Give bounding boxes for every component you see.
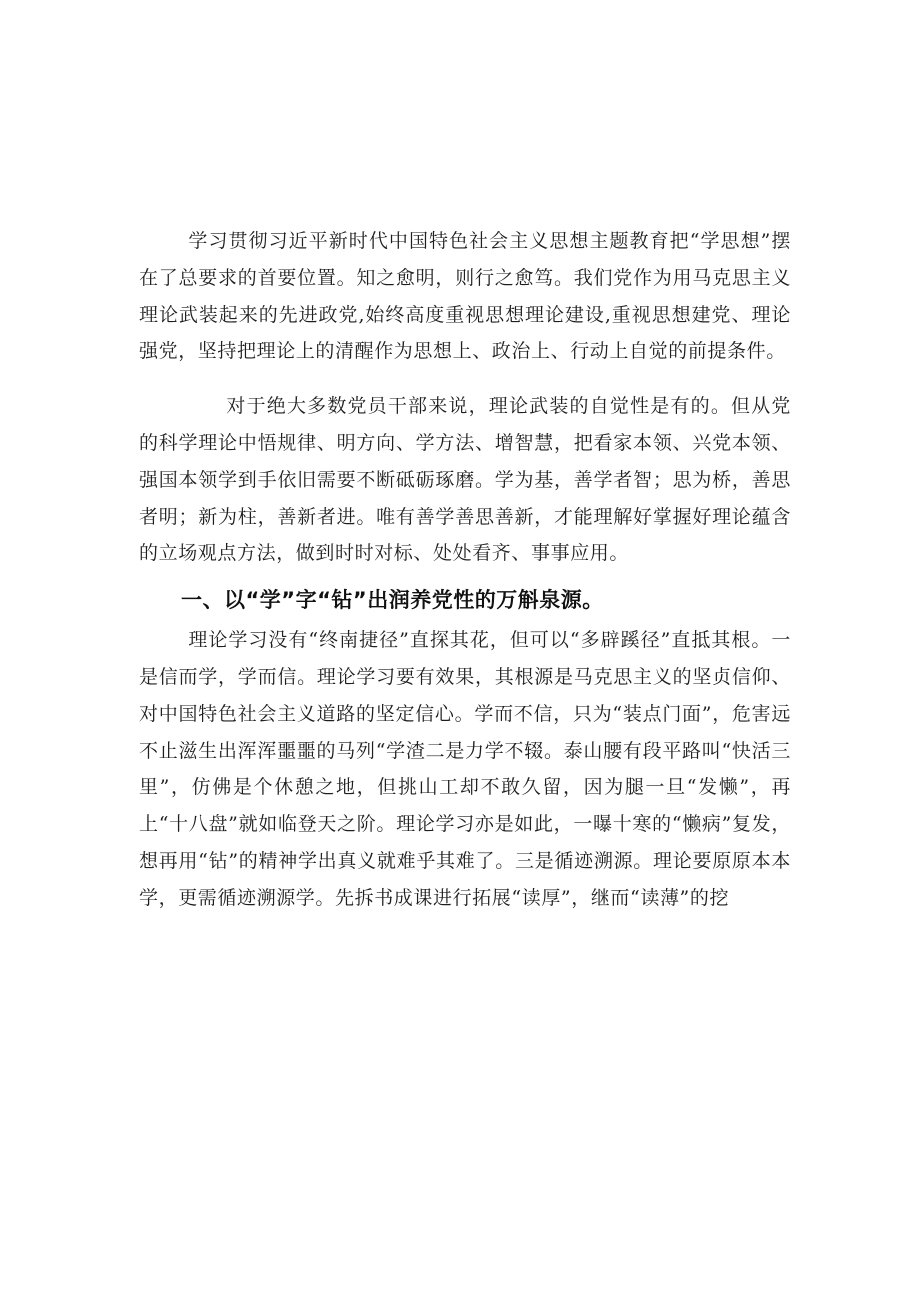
document-body <box>139 223 791 917</box>
second-paragraph: 对于绝大多数党员干部来说，理论武装的自觉性是有的。但从党的科学理论中悟规律、明方向、学方法、增智慧，把看家本领、兴党本领、强国本领学到手依旧需要不断砥砺琢磨。学为基，善学者智；思为桥，善思者明；新为柱，善新者进。唯有善学善思善新，才能理解好掌握好理论蕴含的立场观点方法，做到时时对标、处处看齐、事事应用。 <box>139 395 791 565</box>
intro-paragraph: 学习贯彻习近平新时代中国特色社会主义思想主题教育把“学思想”摆在了总要求的首要位置。知之愈明，则行之愈笃。我们党作为用马克思主义理论武装起来的先进政党,始终高度重视思想理论建设,重视思想建党、理论强党，坚持把理论上的清醒作为思想上、政治上、行动上自觉的前提条件。 <box>139 230 791 363</box>
section-paragraph: 理论学习没有“终南捷径”直探其花，但可以“多辟蹊径”直抵其根。一是信而学，学而信。理论学习要有效果，其根源是马克思主义的坚贞信仰、对中国特色社会主义道路的坚定信心。学而不信，只为“装点门面”，危害远不止滋生出浑浑噩噩的马列“学渣二是力学不辍。泰山腰有段平路叫“快活三里”，仿佛是个休憩之地，但挑山工却不敢久留，因为腿一旦“发懒”，再上“十八盘”就如临登天之阶。理论学习亦是如此，一曝十寒的“懒病”复发，想再用“钻”的精神学出真义就难乎其难了。三是循迹溯源。理论要原原本本学，更需循迹溯源学。先拆书成课进行拓展“读厚”，继而“读薄”的挖 <box>139 629 791 909</box>
section-heading: 一、以“学”字“钻”出润养党性的万斛泉源。 <box>181 588 604 613</box>
